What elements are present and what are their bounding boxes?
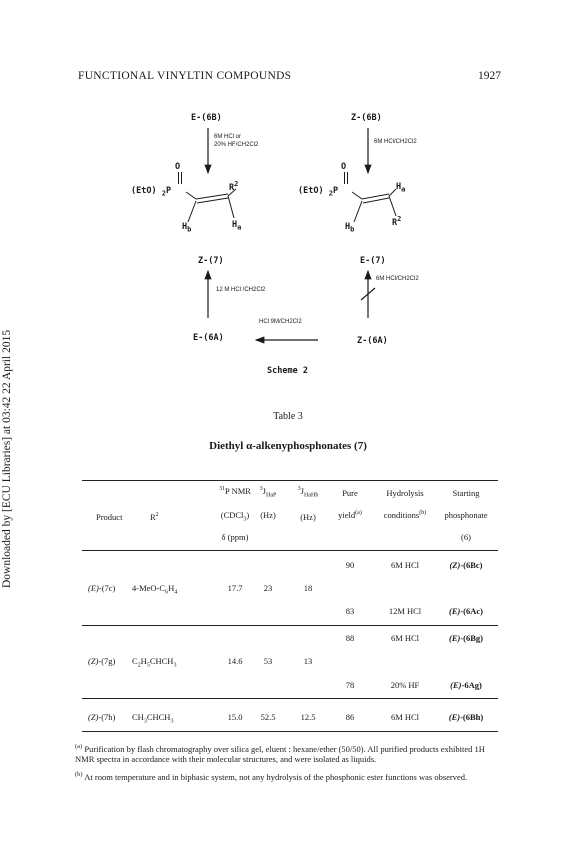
- reaction-scheme: [0, 0, 576, 400]
- cell-conditions: 6M HCl: [390, 712, 420, 722]
- table-number: Table 3: [273, 411, 303, 422]
- right-oxygen-atom: O: [341, 162, 347, 172]
- right-hb-atom: $H_b$: [345, 222, 355, 234]
- cell-starting: (E)-(6Bh): [448, 712, 484, 722]
- cell-yield: 86: [345, 712, 355, 722]
- left-down-condition-line1: 6M HCl or: [214, 134, 242, 140]
- horizontal-condition: HCl 9M/CH2Cl2: [259, 319, 302, 325]
- left-structure-bonds: [179, 172, 237, 222]
- cell-product: (Z)-(7h): [88, 712, 116, 722]
- cell-yield: 88: [345, 633, 355, 643]
- cell-starting: (E)-(6Bg): [448, 633, 483, 643]
- right-down-condition: 6M HCl/CH2Cl2: [374, 139, 417, 145]
- running-header-title: FUNCTIONAL VINYLTIN COMPOUNDS: [78, 70, 292, 82]
- left-up-condition: 12 M HCl /CH2Cl2: [216, 287, 266, 293]
- cell-product: (Z)-(7g): [88, 656, 116, 666]
- cell-jhap: 23: [263, 583, 273, 593]
- cell-r2: $4-MeO-C_6H_4$: [132, 583, 178, 596]
- footnote-a: $^{(a)}$ Purification by flash chromatography over silica gel, eluent : hexane/ether (50/50). All purified products exhibited 1H NMR spectra in accordance with their molecular structures, and were isolated as liquids.: [75, 743, 485, 765]
- left-hb-atom: $H_b$: [182, 222, 192, 234]
- cell-nmr: 17.7: [227, 583, 243, 593]
- scheme-arrows-and-bonds: [0, 0, 576, 400]
- right-structure-bonds: [345, 172, 397, 222]
- cell-conditions: 6M HCl: [390, 560, 420, 570]
- right-bottom-compound-label: Z-(6A): [357, 336, 388, 346]
- right-product-label: E-(7): [360, 256, 386, 266]
- cell-product: (E)-(7c): [88, 583, 116, 593]
- col-header-jhahb-line1: $^3J_{HaHb}$: [297, 486, 319, 499]
- col-header-nmr-line3: δ (ppm): [221, 532, 249, 542]
- col-header-jhap-line2: (Hz): [260, 510, 276, 520]
- cell-r2: $C_2H_5CHCH_3$: [132, 656, 177, 669]
- col-header-yield-line2: yield$^{(a)}$: [338, 510, 362, 520]
- cell-jhahb: 18: [303, 583, 313, 593]
- table-top-rule: [82, 480, 498, 481]
- left-r2-substituent: $R^2$: [229, 180, 239, 193]
- table-title: Diethyl α-alkenyphosphonates (7): [209, 440, 367, 452]
- right-r2-substituent: $R^2$: [392, 215, 402, 228]
- cell-starting: (E)-(6Ac): [449, 606, 483, 616]
- page-number: 1927: [478, 70, 501, 82]
- cell-r2: $CH_3CHCH_3$: [132, 712, 174, 725]
- left-product-label: Z-(7): [198, 256, 224, 266]
- right-ha-atom: $H_a$: [396, 182, 406, 194]
- left-bottom-compound-label: E-(6A): [193, 333, 224, 343]
- left-ha-atom: $H_a$: [232, 220, 242, 232]
- cell-jhahb: 12.5: [300, 712, 316, 722]
- cell-starting: (Z)-(6Bc): [449, 560, 483, 570]
- table-header-rule: [82, 550, 498, 551]
- col-header-jhap-line1: $^3J_{HaP}$: [259, 486, 277, 499]
- cell-conditions: 12M HCl: [388, 606, 422, 616]
- cell-yield: 78: [345, 680, 355, 690]
- col-header-r2: $R^2$: [150, 512, 159, 522]
- left-oxygen-atom: O: [175, 162, 181, 172]
- right-up-condition: 6M HCl/CH2Cl2: [376, 276, 419, 282]
- cell-jhap: 53: [263, 656, 273, 666]
- col-header-hydrolysis-line2: conditions$^{(b)}$: [383, 510, 427, 520]
- col-header-hydrolysis-line1: Hydrolysis: [386, 488, 424, 498]
- col-header-jhahb-line2: (Hz): [300, 512, 316, 522]
- cell-yield: 90: [345, 560, 355, 570]
- cell-conditions: 6M HCl: [390, 633, 420, 643]
- cell-conditions: 20% HF: [390, 680, 420, 690]
- scheme-caption: Scheme 2: [267, 366, 308, 376]
- col-header-starting-line2: phosphonate: [444, 510, 488, 520]
- table-row-rule: [82, 625, 498, 626]
- right-top-compound-label: Z-(6B): [351, 113, 382, 123]
- col-header-product: Product: [96, 512, 123, 522]
- left-ethoxy-group: (EtO) $_2$P: [131, 186, 172, 198]
- table-bottom-rule: [82, 731, 498, 732]
- col-header-nmr-line2: (CDCl$_3$): [220, 510, 250, 523]
- left-top-compound-label: E-(6B): [191, 113, 222, 123]
- cell-yield: 83: [345, 606, 355, 616]
- table-row-rule: [82, 698, 498, 699]
- left-down-condition-line2: 20% HF/CH2Cl2: [214, 142, 259, 148]
- col-header-starting-line3: (6): [461, 532, 471, 542]
- footnote-b: $^{(b)}$ At room temperature and in biphasic system, not any hydrolysis of the phosphonic ester functions was observed.: [75, 771, 468, 782]
- cell-nmr: 15.0: [227, 712, 243, 722]
- download-watermark-text: Downloaded by [ECU Libraries] at 03:42 22 April 2015: [1, 329, 13, 588]
- cell-jhap: 52.5: [260, 712, 276, 722]
- col-header-yield-line1: Pure: [342, 488, 358, 498]
- cell-jhahb: 13: [303, 656, 313, 666]
- cell-starting: (E)-6Ag): [450, 680, 482, 690]
- cell-nmr: 14.6: [227, 656, 243, 666]
- col-header-nmr-line1: $^{31}$P NMR: [219, 486, 251, 496]
- col-header-starting-line1: Starting: [452, 488, 480, 498]
- right-ethoxy-group: (EtO) $_2$P: [298, 186, 339, 198]
